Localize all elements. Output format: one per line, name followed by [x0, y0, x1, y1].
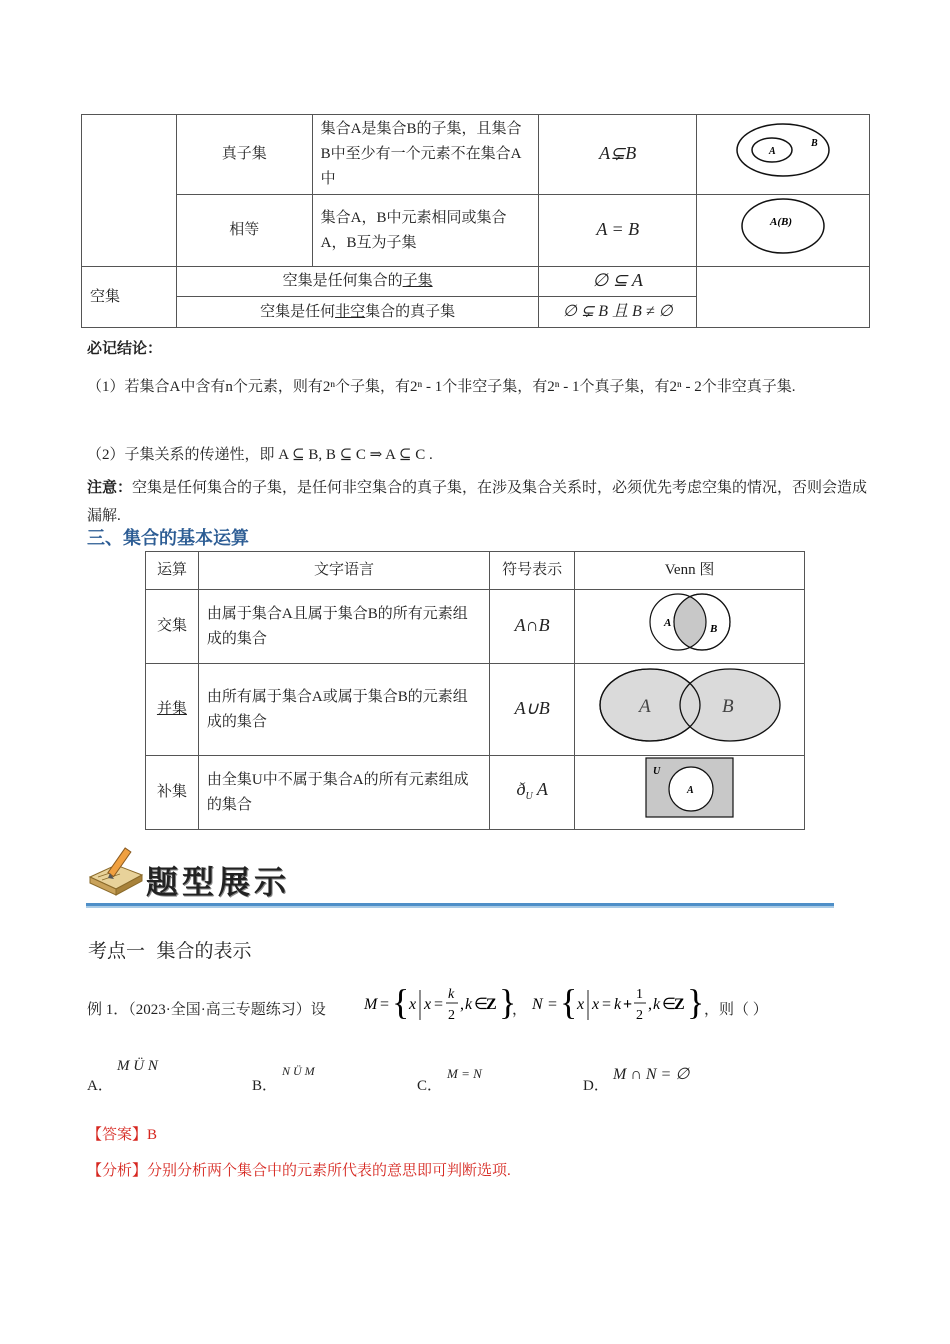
svg-text:2: 2: [448, 1008, 455, 1023]
svg-text:=: =: [548, 996, 558, 1013]
svg-text:B: B: [811, 138, 818, 149]
union-symbol: A∪B: [490, 664, 575, 756]
intersection-symbol: A∩B: [490, 590, 575, 664]
svg-text:∈: ∈: [474, 996, 488, 1013]
banner-title: 题型展示: [146, 863, 291, 901]
intersection-venn: [575, 590, 805, 664]
svg-text:}: }: [687, 982, 705, 1022]
svg-text:{: {: [392, 982, 410, 1022]
kaodian-title: 考点一 集合的表示: [88, 940, 252, 962]
notes-attention: 注意：空集是任何集合的子集，是任何非空集合的真子集，在涉及集合关系时，必须优先考虑空集的情况，否则会造成漏解.: [87, 480, 868, 524]
proper-subset-symbol: A⊊B: [539, 115, 697, 195]
equal-symbol: A = B: [539, 195, 697, 267]
svg-text:,: ,: [460, 996, 464, 1013]
section3-title: 三、集合的基本运算: [87, 528, 249, 548]
header-symbol: 符号表示: [490, 552, 575, 590]
book-pencil-icon: [86, 843, 146, 899]
equal-venn-diagram: [738, 196, 828, 256]
empty-venn-blank: [697, 267, 870, 328]
svg-text:k: k: [448, 987, 455, 1002]
svg-text:Z: Z: [486, 996, 497, 1013]
proper-subset-name: 真子集: [176, 115, 312, 195]
empty-set-line1: 空集是任何集合的子集: [176, 267, 538, 297]
n-set-formula: [530, 982, 705, 1028]
union-name: 并集: [146, 664, 199, 756]
svg-text:+: +: [623, 996, 633, 1013]
m-set-formula: [362, 982, 517, 1028]
complement-venn-diagram: [645, 757, 735, 819]
svg-text:A: A: [769, 146, 776, 157]
svg-text:A: A: [686, 785, 694, 796]
notes-item1: （1）若集合A中含有n个元素，则有2ⁿ个子集，有2ⁿ - 1个非空子集，有2ⁿ - 1个真子集，有2ⁿ - 2个非空真子集.: [87, 379, 796, 395]
svg-text:=: =: [602, 996, 612, 1013]
proper-subset-venn: [697, 115, 870, 195]
svg-text:B: B: [709, 623, 717, 635]
union-venn: [575, 664, 805, 756]
svg-text:A: A: [638, 696, 651, 717]
svg-text:1: 1: [636, 987, 643, 1002]
intersection-desc: 由属于集合A且属于集合B的所有元素组成的集合: [198, 590, 489, 664]
svg-text:}: }: [499, 982, 517, 1022]
equal-venn: [697, 195, 870, 267]
equal-name: 相等: [176, 195, 312, 267]
complement-venn: [575, 756, 805, 830]
complement-symbol: $ð_U$ A: [490, 756, 575, 830]
option-a[interactable]: A． M Ü N: [87, 1058, 158, 1094]
svg-text:2: 2: [636, 1008, 643, 1023]
example-label: 例 1．（2023·全国·高三专题练习）设: [87, 1002, 326, 1018]
union-desc: 由所有属于集合A或属于集合B的元素组成的集合: [198, 664, 489, 756]
header-venn: Venn 图: [575, 552, 805, 590]
subset-table: [81, 114, 870, 328]
svg-text:A(B): A(B): [770, 216, 793, 228]
option-b[interactable]: B． N Ü M: [252, 1064, 315, 1094]
svg-text:x: x: [409, 996, 417, 1013]
svg-text:U: U: [652, 766, 660, 777]
complement-desc: 由全集U中不属于集合A的所有元素组成的集合: [198, 756, 489, 830]
empty-set-line2: 空集是任何非空集合的真子集: [176, 297, 538, 328]
section-banner: [86, 843, 836, 913]
equal-desc: 集合A，B中元素相同或集合A，B互为子集: [312, 195, 539, 267]
svg-text:k: k: [465, 996, 473, 1013]
option-c[interactable]: C． M = N: [417, 1066, 482, 1094]
svg-text:k: k: [614, 996, 622, 1013]
union-venn-diagram: [595, 665, 785, 745]
header-op: 运算: [146, 552, 199, 590]
operations-table: [145, 551, 805, 830]
complement-name: 补集: [146, 756, 199, 830]
empty-set-sym2: ∅ ⊊ B 且 B ≠ ∅: [539, 297, 697, 328]
svg-text:x: x: [577, 996, 585, 1013]
intersection-venn-diagram: [640, 591, 740, 653]
banner-line-shadow: [86, 906, 834, 908]
proper-subset-desc: 集合A是集合B的子集，且集合B中至少有一个元素不在集合A中: [312, 115, 539, 195]
empty-set-sym1: ∅ ⊆ A: [539, 267, 697, 297]
option-d[interactable]: D． M ∩ N = ∅: [583, 1066, 690, 1094]
svg-text:M: M: [364, 996, 378, 1013]
svg-text:∈: ∈: [662, 996, 676, 1013]
notes-heading: 必记结论：: [87, 341, 163, 357]
svg-text:x: x: [592, 996, 600, 1013]
empty-set-name: 空集: [82, 267, 177, 328]
blank-cell: [82, 115, 177, 267]
svg-text:k: k: [653, 996, 661, 1013]
svg-text:=: =: [380, 996, 390, 1013]
svg-text:A: A: [663, 617, 671, 629]
notes-item2: （2）子集关系的传递性，即 A ⊆ B, B ⊆ C ⇒ A ⊆ C .: [87, 447, 433, 463]
svg-text:{: {: [560, 982, 578, 1022]
svg-text:,: ,: [648, 996, 652, 1013]
svg-text:B: B: [721, 696, 734, 717]
intersection-name: 交集: [146, 590, 199, 664]
svg-text:x: x: [424, 996, 432, 1013]
example-comma: ，: [512, 1002, 528, 1018]
svg-text:N: N: [532, 996, 543, 1013]
svg-text:=: =: [434, 996, 444, 1013]
header-text: 文字语言: [198, 552, 489, 590]
svg-text:Z: Z: [674, 996, 685, 1013]
proper-subset-venn-diagram: [733, 121, 833, 179]
example-tail: ，则（ ）: [704, 1002, 768, 1018]
answer-line: 【答案】B: [87, 1127, 158, 1143]
analysis-line: 【分析】分别分析两个集合中的元素所代表的意思即可判断选项.: [87, 1163, 511, 1179]
